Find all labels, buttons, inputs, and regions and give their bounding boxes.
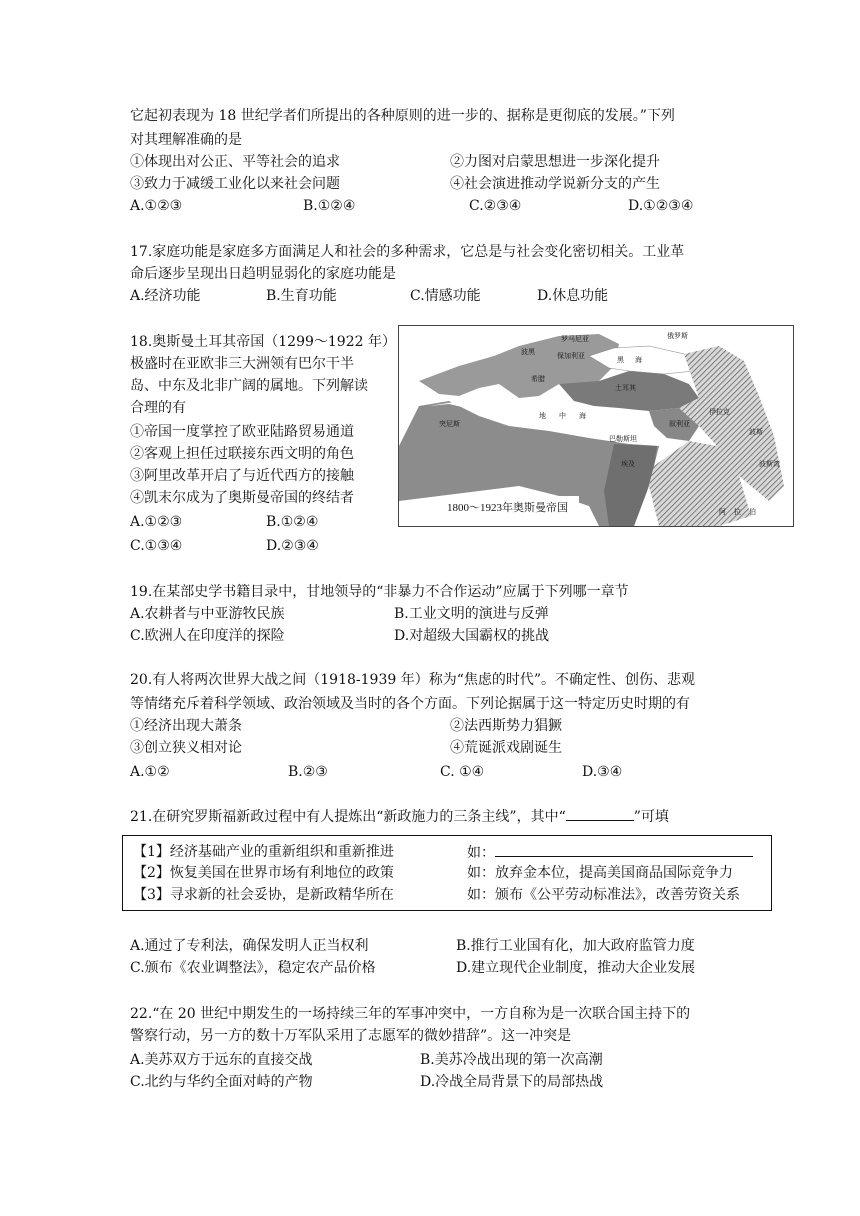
q18-option-c: C.①③④ — [130, 538, 183, 554]
q18-option-d: D.②③④ — [266, 538, 319, 554]
q18-stem-line-3: 岛、中东及北非广阔的属地。下列解读 — [130, 378, 368, 394]
q19-option-a: A.农耕者与中亚游牧民族 — [130, 606, 285, 622]
q17-option-a: A.经济功能 — [130, 288, 201, 304]
map-label-syria: 叙利亚 — [669, 420, 690, 428]
q22-option-c: C.北约与华约全面对峙的产物 — [130, 1074, 313, 1090]
map-label-tunisia: 突尼斯 — [439, 420, 460, 428]
q21-stem-text-before: 21.在研究罗斯福新政过程中有人提炼出“新政施力的三条主线”，其中“ — [130, 809, 566, 825]
q20-stem-line-2: 等情绪充斥着科学领域、政治领域及当时的各个方面。下列论据属于这一特定历史时期的有 — [130, 696, 690, 712]
q19-option-c: C.欧洲人在印度洋的探险 — [130, 628, 285, 644]
map-label-med-2: 中 — [559, 412, 566, 420]
intro-item-1: ①体现出对公正、平等社会的追求 — [130, 154, 340, 170]
q21-box-row2-left: 【2】恢复美国在世界市场有利地位的政策 — [133, 865, 394, 881]
map-label-bulgaria: 保加利亚 — [557, 352, 585, 360]
intro-text-line-1: 它起初表现为 18 世纪学者们所提出的各种原则的进一步的、据称是更彻底的发展。”下列 — [130, 108, 675, 124]
map-label-bosnia: 波黑 — [521, 348, 535, 356]
q21-box-row2-right: 如：放弃金本位，提高美国商品国际竞争力 — [467, 865, 733, 881]
q20-option-a: A.①② — [130, 764, 170, 780]
map-label-romania: 罗马尼亚 — [561, 335, 589, 343]
q21-option-a: A.通过了专利法，确保发明人正当权利 — [130, 938, 369, 954]
q22-stem-line-1: 22.“在 20 世纪中期发生的一场持续三年的军事冲突中，一方自称为是一次联合国主持下的 — [130, 1006, 691, 1022]
map-label-black-1: 黑 — [617, 356, 624, 364]
intro-option-a: A.①②③ — [130, 198, 183, 214]
intro-option-b: B.①②④ — [303, 198, 356, 214]
intro-text-line-2: 对其理解准确的是 — [130, 132, 242, 148]
q17-stem-line-1: 17.家庭功能是家庭多方面满足人和社会的多种需求，它总是与社会变化密切相关。工业革 — [130, 244, 685, 260]
map-label-med-3: 海 — [579, 412, 586, 420]
q18-stem-line-2: 极盛时在亚欧非三大洲领有巴尔干半 — [130, 356, 354, 372]
q21-option-d: D.建立现代企业制度，推动大企业发展 — [456, 960, 696, 976]
q19-option-d: D.对超级大国霸权的挑战 — [394, 628, 550, 644]
intro-item-4: ④社会演进推动学说新分支的产生 — [450, 176, 660, 192]
q20-item-3: ③创立狭义相对论 — [130, 740, 242, 756]
map-label-arabia-2: 拉 — [734, 508, 741, 516]
q20-item-4: ④荒诞派戏剧诞生 — [450, 740, 562, 756]
q19-stem-line-1: 19.在某部史学书籍目录中，甘地领导的“非暴力不合作运动”应属于下列哪一章节 — [130, 584, 629, 600]
intro-item-2: ②力图对启蒙思想进一步深化提升 — [450, 154, 660, 170]
map-label-russia: 俄罗斯 — [667, 332, 688, 340]
map-label-turkey: 土耳其 — [615, 384, 636, 392]
q20-item-2: ②法西斯势力猖獗 — [450, 718, 562, 734]
map-label-arabia-3: 伯 — [749, 508, 756, 516]
q21-option-c: C.颁布《农业调整法》，稳定农产品价格 — [130, 960, 376, 976]
q18-stem-line-1: 18.奥斯曼土耳其帝国（1299～1922 年） — [130, 334, 396, 350]
q22-option-b: B.美苏冷战出现的第一次高潮 — [420, 1052, 603, 1068]
q21-blank — [566, 806, 634, 821]
q20-option-b: B.②③ — [288, 764, 328, 780]
q22-option-a: A.美苏双方于远东的直接交战 — [130, 1052, 313, 1068]
map-caption: 1800～1923年奥斯曼帝国 — [447, 502, 568, 514]
map-label-persia: 波斯 — [749, 428, 763, 436]
intro-option-c: C.②③④ — [469, 198, 522, 214]
q21-box-row1-left: 【1】经济基础产业的重新组织和重新推进 — [133, 844, 394, 860]
intro-option-d: D.①②③④ — [628, 198, 694, 214]
q21-table-box — [122, 835, 772, 911]
q18-item-4: ④凯末尔成为了奥斯曼帝国的终结者 — [130, 490, 354, 506]
q17-option-b: B.生育功能 — [266, 288, 337, 304]
q18-stem-line-4: 合理的有 — [130, 400, 186, 416]
intro-item-3: ③致力于减缓工业化以来社会问题 — [130, 176, 340, 192]
q18-item-3: ③阿里改革开启了与近代西方的接触 — [130, 468, 354, 484]
q21-box-row1-right — [467, 842, 753, 863]
q17-stem-line-2: 命后逐步呈现出日趋明显弱化的家庭功能是 — [130, 266, 396, 282]
q20-option-d: D.③④ — [582, 764, 623, 780]
q19-option-b: B.工业文明的演进与反弹 — [394, 606, 549, 622]
map-drawing — [399, 326, 793, 526]
q21-box-row3-right: 如：颁布《公平劳动标准法》，改善劳资关系 — [467, 887, 740, 903]
q21-stem-text-after: ”可填 — [633, 809, 669, 825]
q17-option-d: D.休息功能 — [537, 288, 609, 304]
q17-option-c: C.情感功能 — [410, 288, 481, 304]
map-label-greece: 希腊 — [531, 375, 545, 383]
map-label-gulf: 波斯湾 — [759, 460, 780, 468]
q22-stem-line-2: 警察行动，另一方的数十万军队采用了志愿军的微妙措辞”。这一冲突是 — [130, 1028, 572, 1044]
ottoman-empire-map — [398, 325, 794, 527]
map-label-black-2: 海 — [635, 356, 642, 364]
q18-item-1: ①帝国一度掌控了欧亚陆路贸易通道 — [130, 424, 354, 440]
q21-stem-line-1 — [130, 806, 669, 827]
q21-option-b: B.推行工业国有化，加大政府监管力度 — [456, 938, 695, 954]
map-label-palestine: 巴勒斯坦 — [609, 435, 637, 443]
map-label-arabia-1: 阿 — [719, 508, 726, 516]
map-label-iraq: 伊拉克 — [709, 408, 730, 416]
q18-option-b: B.①②④ — [266, 514, 319, 530]
q22-option-d: D.冷战全局背景下的局部热战 — [420, 1074, 604, 1090]
q20-stem-line-1: 20.有人将两次世界大战之间（1918-1939 年）称为“焦虑的时代”。不确定性、创伤、悲观 — [130, 672, 696, 688]
map-label-egypt: 埃及 — [621, 460, 635, 468]
q21-box-row3-left: 【3】寻求新的社会妥协，是新政精华所在 — [133, 887, 394, 903]
q18-item-2: ②客观上担任过联接东西文明的角色 — [130, 446, 354, 462]
q20-option-c: C. ①④ — [440, 764, 485, 780]
map-label-med-1: 地 — [539, 412, 546, 420]
q18-option-a: A.①②③ — [130, 514, 183, 530]
q21-box-row1-right-text: 如： — [467, 845, 495, 861]
q21-box-row1-blank — [495, 842, 753, 857]
q20-item-1: ①经济出现大萧条 — [130, 718, 242, 734]
